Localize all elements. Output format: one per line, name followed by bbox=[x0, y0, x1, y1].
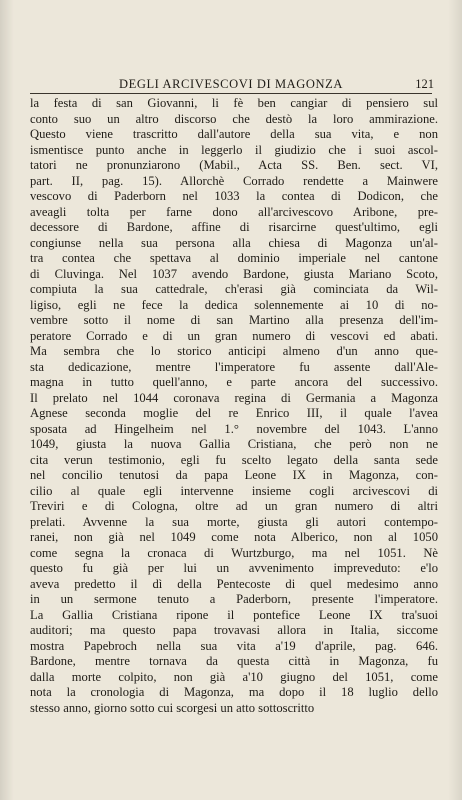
text-line: dalla morte colpito, non già a'10 giugno del 1051, come bbox=[30, 669, 438, 684]
text-line: ligiso, egli ne fece la dedica solennemente ai 10 di no- bbox=[30, 297, 438, 312]
text-line: tra contea che spettava al dominio imperiale nel cantone bbox=[30, 251, 438, 265]
text-line: nota la cronologia di Magonza, ma dopo il 18 luglio dello bbox=[30, 685, 438, 699]
text-line: compiuta la sua cattedrale, ch'erasi già cominciata da Wil- bbox=[30, 282, 438, 296]
page-number: 121 bbox=[415, 77, 434, 91]
text-line: magna in tutto quell'anno, e parte ancora del successivo. bbox=[30, 375, 438, 389]
text-line: peratore Corrado e di un gran numero di vescovi ed abati. bbox=[30, 328, 438, 343]
text-line: ranei, non già nel 1049 come nota Alberico, non al 1050 bbox=[30, 530, 438, 544]
text-line: come segna la cronaca di Wurtzburgo, ma nel 1051. Nè bbox=[30, 545, 438, 560]
text-line: di Cluvinga. Nel 1037 avendo Bardone, giusta Mariano Scoto, bbox=[30, 266, 438, 281]
text-line: La Gallia Cristiana ripone il pontefice Leone IX tra'suoi bbox=[30, 607, 438, 622]
text-line: nel concilio tenutosi da papa Leone IX in Magonza, con- bbox=[30, 468, 438, 482]
text-line: ismentisce punto anche in leggerlo il giudizio che i suoi ascol- bbox=[30, 142, 438, 157]
text-line: auditori; ma questo papa trovavasi allora in Italia, siccome bbox=[30, 623, 438, 637]
text-line: 1049, giusta la nuova Gallia Cristiana, che però non ne bbox=[30, 437, 438, 451]
page-edge-shadow-left bbox=[0, 0, 14, 800]
text-line: la festa di san Giovanni, li fè ben cangiar di pensiero sul bbox=[30, 96, 438, 110]
text-line: congiunse nella sua persona alla chiesa di Magonza un'al- bbox=[30, 235, 438, 250]
text-line: stesso anno, giorno sotto cui scorgesi un atto sottoscritto bbox=[30, 700, 315, 715]
text-line: decessore di Bardone, affine di risarcirne quest'ultimo, egli bbox=[30, 220, 438, 234]
text-line: Ma sembra che lo storico anticipi almeno d'un anno que- bbox=[30, 344, 438, 358]
text-line: sposata ad Hingelheim nel 1.° novembre del 1043. L'anno bbox=[30, 421, 438, 436]
page-edge-shadow-right bbox=[448, 0, 462, 800]
text-line: Questo viene trascritto dall'autore della sua vita, e non bbox=[30, 127, 438, 141]
running-title: DEGLI ARCIVESCOVI DI MAGONZA bbox=[118, 77, 344, 91]
text-line: vembre sotto il nome di san Martino alla presenza dell'im- bbox=[30, 313, 438, 327]
header-rule bbox=[30, 93, 432, 94]
text-line: prelati. Avvenne la sua morte, giusta gli autori contempo- bbox=[30, 514, 438, 529]
text-line: tatori ne pronunziarono (Mabil., Acta SS. Ben. sect. VI, bbox=[30, 158, 438, 172]
text-line: questo fu già per lui un avvenimento impreveduto: e'lo bbox=[30, 561, 438, 575]
text-line: cita verun testimonio, egli fu scelto legato della santa sede bbox=[30, 452, 438, 467]
text-line: aveva predetto il dì della Pentecoste di quel medesimo anno bbox=[30, 576, 438, 591]
text-line: conto suo un altro discorso che destò la loro ammirazione. bbox=[30, 111, 438, 126]
text-line: cilio al quale egli intervenne insieme cogli arcivescovi di bbox=[30, 483, 438, 498]
page-header bbox=[28, 76, 434, 92]
body-text bbox=[30, 96, 438, 716]
text-line: part. II, pag. 15). Allorchè Corrado rendette a Mainwere bbox=[30, 173, 438, 188]
text-line: mostra Papebroch nella sua vita a'19 d'aprile, pag. 646. bbox=[30, 638, 438, 653]
text-line: Agnese seconda moglie del re Enrico III, il quale l'avea bbox=[30, 406, 438, 420]
text-line: Bardone, mentre tornava da questa città in Magonza, fu bbox=[30, 654, 438, 668]
text-line: sta dedicazione, mentre l'imperatore fu assente dall'Ale- bbox=[30, 359, 438, 374]
text-line: in un sermone tenuto a Paderborn, presente l'imperatore. bbox=[30, 592, 438, 606]
text-line: Il prelato nel 1044 coronava regina di Germania a Magonza bbox=[30, 390, 438, 405]
text-line: Treviri e di Cologna, oltre ad un gran numero di altri bbox=[30, 499, 438, 513]
text-line: vescovo di Paderborn nel 1033 la contea di Dodicon, che bbox=[30, 189, 438, 203]
text-line: aveagli tolta per farne dono all'arcivescovo Aribone, pre- bbox=[30, 204, 438, 219]
